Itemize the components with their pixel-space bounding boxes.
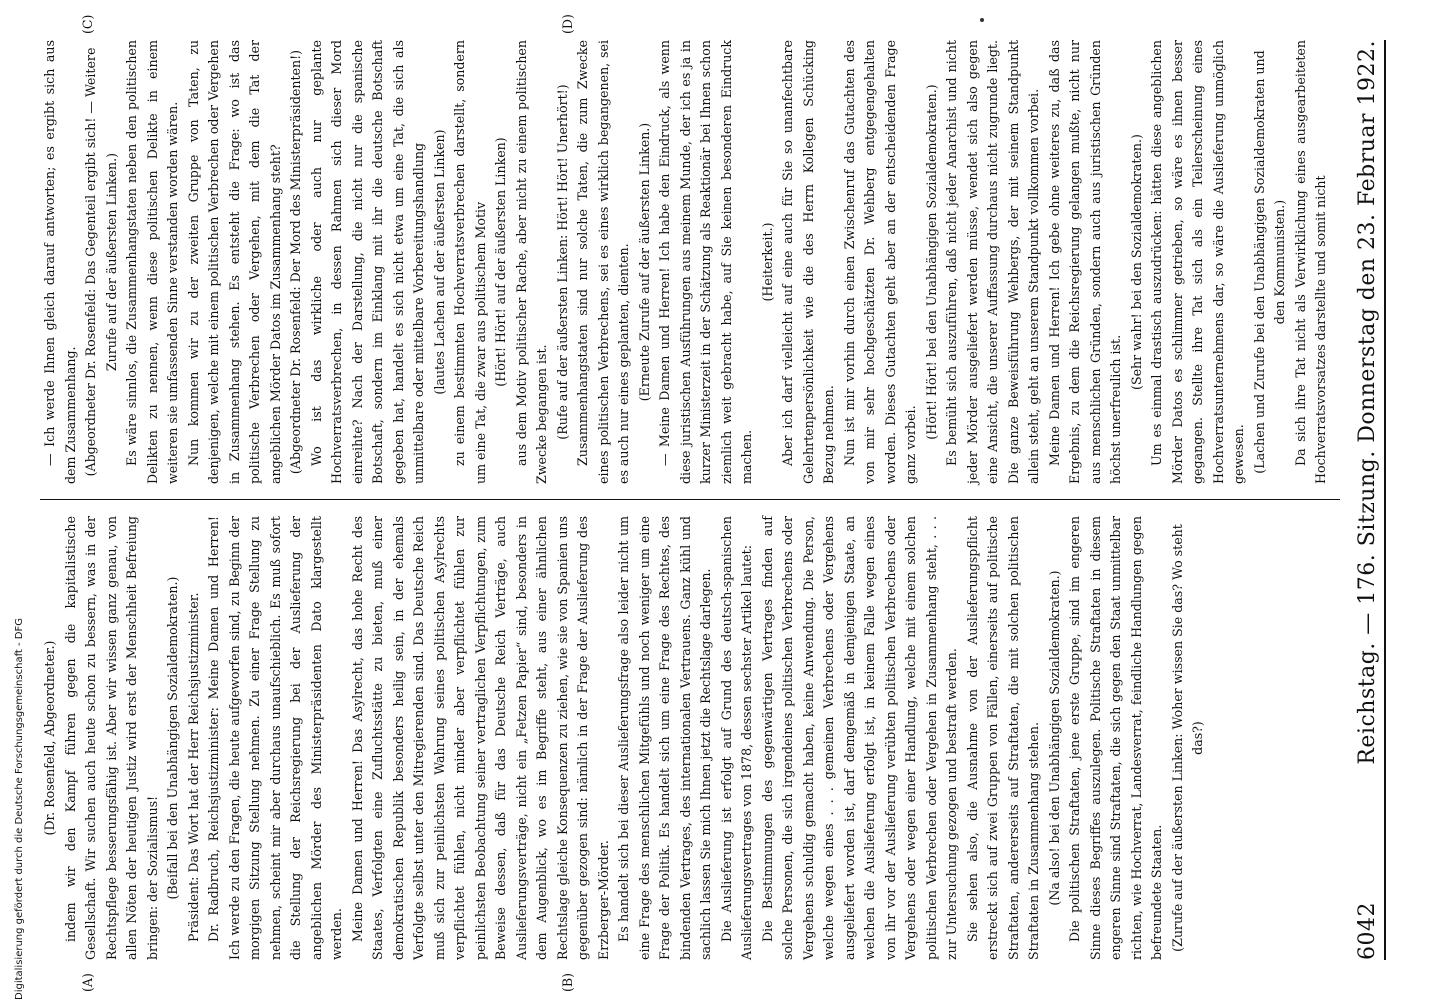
paragraph: Da sich ihre Tat nicht als Verwirklichung eines ausgearbeiteten Hochverratsvorsatzes darstellte und somit nicht — [1292, 40, 1328, 484]
paragraph: Meine Damen und Herren! Das Asylrecht, das hohe Recht des Staates, Verfolgten eine Zufluchtsstätte zu bieten, muß einer demokratischen Republik besonders heilig sein, in der ehemals Verfolgte selbst unter den Mitregierenden sind. Das Deutsche Reich muß sich zur peinlichsten Wahrung seines politischen Asylrechts verpflichtet fühlen, nicht minder aber verpflichtet fühlen zur peinlichsten Beobachtung seiner vertraglichen Verpflichtungen, zum Beweise dessen, daß für das Deutsche Reich Verträge, auch Auslieferungsverträge, nicht ein „Fetzen Papier“ sind, besonders in dem Augenblick, wo es im Begriffe steht, aus einer ähnlichen Rechtslage gleiche Konsequenzen zu ziehen, wie sie von Spanien uns gegenüber gezogen sind: nämlich in der Frage der Auslieferung des Erzberger-Mörder. — [349, 516, 611, 960]
paragraph: Präsident: Das Wort hat der Herr Reichsjustizminister. — [185, 592, 201, 942]
paragraph: Dr. Radbruch, Reichsjustizminister: Meine Damen und Herren! Ich werde zu den Fragen, die heute aufgeworfen sind, zu Beginn der morgigen Sitzung Stellung nehmen. Zu einer Frage Stellung zu nehmen, scheint mir aber durchaus unaufschieblich. Es muß sofort die Stellung der Reichsregierung bei der Auslieferung der angeblichen Mörder des Ministerpräsidenten Dato klargestellt werden. — [206, 516, 344, 960]
page-title: Reichstag. — 176. Sitzung. Donnerstag den 23. Februar 1922. — [1355, 40, 1380, 765]
left-column — [40, 516, 1209, 960]
paragraph: — Meine Damen und Herren! Ich habe den Eindruck, als wenn diese juristischen Ausführungen aus meinem Munde, der ich es ja in kurzer Ministerzeit in der Schätzung als Reaktionär bei Ihnen schon ziemlich weit gebracht habe, auf Sie keinen besonderen Eindruck machen. — [657, 40, 754, 484]
paragraph: indem wir den Kampf führen gegen die kapitalistische Gesellschaft. Wir suchen auch heute schon zu bessern, was in der Rechtspflege besserungsfähig ist. Aber wir wissen ganz genau, von allen Nöten der heutigen Justiz wird erst der Menschheit Befreiung bringen: der Sozialismus! — [62, 516, 160, 960]
speaker-line: (Dr. Rosenfeld, Abgeordneter.) — [42, 640, 57, 836]
header-rule — [1384, 40, 1386, 960]
interjection: (Erneute Zurufe auf der äußersten Linken.) — [636, 122, 652, 402]
interjection: (Na also! bei den Unabhängigen Sozialdemokraten.) — [1046, 570, 1062, 906]
page-number: 6042 — [1355, 902, 1380, 960]
margin-marker-a: (A) — [80, 973, 95, 992]
page-header — [1340, 40, 1380, 960]
paragraph: Es bemüht sich auszuführen, daß nicht jeder Anarchist und nicht jeder Mörder ausgeliefert werden müsse, wendet sich also gegen eine Ansicht, die unserer Auffassung durchaus nicht zugrunde liegt. Die ganze Beweisführung Wehbergs, der mit seinem Standpunkt allein steht, geht an unserem Standpunkt vollkommen vorbei. — [944, 40, 1041, 484]
margin-marker-c: (C) — [80, 14, 95, 34]
interjection: (lautes Lachen auf der äußersten Linken) — [431, 129, 447, 395]
paragraph: Nun ist mir vorhin durch einen Zwischenruf das Gutachten des von mir sehr hochgeschätzten Dr. Wehberg entgegengehalten worden. Dieses Gutachten geht aber an der entscheidenden Frage ganz vorbei. — [841, 40, 918, 484]
paragraph: aus dem Motiv politischer Rache, aber nicht zu einem politischen Zwecke begangen ist. — [513, 40, 549, 484]
interjection: (Heiterkeit.) — [759, 222, 775, 302]
interjection: (Abgeordneter Dr. Rosenfeld: Das Gegenteil ergibt sich! — Weitere Zurufe auf der äußersten Linken.) — [83, 47, 119, 477]
interjection: (Rufe auf der äußersten Linken: Hört! Hört! Unerhört!) — [554, 84, 570, 440]
margin-marker-b: (B) — [560, 972, 575, 992]
right-column — [40, 40, 1332, 484]
interjection: (Hört! Hört! bei den Unabhängigen Sozialdemokraten.) — [923, 84, 939, 440]
credit-text: Digitalisierung gefördert durch die Deutsche Forschungsgemeinschaft - DFG — [14, 617, 25, 1000]
margin-marker-d: (D) — [560, 14, 575, 34]
paragraph: Zusammenhangstaten sind nur solche Taten, die zum Zwecke eines politischen Verbrechens, sei es eines wirklich begangenen, sei es auch nur eines geplanten, dienten. — [575, 40, 631, 484]
paragraph: Um es einmal drastisch auszudrücken: hätten diese angeblichen Mörder Datos es schlimmer getrieben, so wäre es ihnen besser gegangen. Stellte ihre Tat sich als ein Teilerscheinung eines Hochverratsunternehmens dar, so wäre die Auslieferung unmöglich gewesen. — [1149, 40, 1246, 484]
paragraph: Aber ich darf vielleicht auf eine auch für Sie so unanfechtbare Gelehrtenpersönlichkeit wie die des Herrn Kollegen Schücking Bezug nehmen. — [780, 40, 836, 484]
interjection: (Beifall bei den Unabhängigen Sozialdemokraten.) — [165, 576, 180, 900]
paragraph: zu einem bestimmten Hochverratsverbrechen darstellt, sondern um eine Tat, die zwar aus politischem Motiv — [452, 40, 488, 484]
paragraph: Es wäre sinnlos, die Zusammenhangstaten neben den politischen Delikten zu nennen, wenn diese politischen Delikte in einem weiteren sie umfassenden Sinne verstanden worden wären. — [124, 40, 180, 484]
paragraph: Wo ist das wirkliche oder auch nur geplante Hochverratsverbrechen, in dessen Rahmen sich dieser Mord einreihte? Nach der Darstellung, die nicht nur die spanische Botschaft, sondern im Einklang mit ihr die deutsche Botschaft gegeben hat, handelt es sich nicht etwa um eine Tat, die sich als unmittelbare oder mittelbare Vorbereitungshandlung — [308, 40, 426, 484]
paragraph: Nun kommen wir zu der zweiten Gruppe von Taten, zu denjenigen, welche mit einem politischen Verbrechen oder Vergehen in Zusammenhang stehen. Es entsteht die Frage: wo ist das politische Verbrechen oder Vergehen, mit dem die Tat der angeblichen Mörder Datos im Zusammenhang steht? — [185, 40, 283, 484]
paragraph: Meine Damen und Herren! Ich gebe ohne weiteres zu, daß das Ergebnis, zu dem die Reichsregierung gelangen mußte, nicht nur aus menschlichen Gründen, sondern auch aus juristischen Gründen höchst unerfreulich ist. — [1046, 40, 1123, 484]
quotation: Die Bestimmungen des gegenwärtigen Vertrages finden auf solche Personen, die sich irgendeines politischen Verbrechens oder Vergehens schuldig gemacht haben, keine Anwendung. Die Person, welche wegen eines . . . gemeinen Verbrechens oder Vergehens ausgeliefert worden ist, darf demgemäß in demjenigen Staate, an welchen die Auslieferung erfolgt ist, in keinem Falle wegen eines von ihr vor der Auslieferung verübten politischen Verbrechens oder Vergehens oder wegen einer Handlung, welche mit einem solchen politischen Verbrechen oder Vergehen in Zusammenhang steht, . . . zur Untersuchung gezogen und bestraft werden. — [759, 516, 959, 960]
columns — [40, 40, 1340, 960]
paragraph: — Ich werde Ihnen gleich darauf antworten; es ergibt sich aus dem Zusammenhang. — [42, 40, 78, 484]
interjection: (Lachen und Zurufe bei den Unabhängigen Sozialdemokraten und den Kommunisten.) — [1251, 50, 1287, 474]
interjection: (Zurufe auf der äußersten Linken: Woher wissen Sie das? Wo steht das?) — [1169, 524, 1205, 952]
interjection: (Hört! Hört! auf der äußersten Linken) — [493, 137, 508, 387]
paragraph: Die politischen Straftaten, jene erste Gruppe, sind im engeren Sinne dieses Begriffes auszulegen. Politische Straftaten in diesem engeren Sinne sind Straftaten, die sich gegen den Staat unmittelbar richten, wie Hochverrat, Landesverrat, feindliche Handlungen gegen befreundete Staaten. — [1067, 516, 1164, 960]
column-divider — [40, 499, 1340, 500]
interjection: (Sehr wahr! bei den Sozialdemokraten.) — [1128, 134, 1144, 390]
paragraph: Die Auslieferung ist erfolgt auf Grund des deutsch-spanischen Auslieferungsvertrages von 1878, dessen sechster Artikel lautet: — [718, 516, 754, 960]
digitization-credit — [14, 360, 36, 1000]
paragraph: Sie sehen also, die Ausnahme von der Auslieferungspflicht erstreckt sich auf zwei Gruppen von Fällen, einerseits auf politische Straftaten, andererseits auf Straftaten, die mit solchen politischen Straftaten in Zusammenhang stehen. — [964, 516, 1041, 960]
paragraph: Es handelt sich bei dieser Auslieferungsfrage also leider nicht um eine Frage des menschlichen Mitgefühls und noch weniger um eine Frage der Politik. Es handelt sich um eine Frage des Rechtes, des bindenden Vertrages, des internationalen Vertrauens. Ganz kühl und sachlich lassen Sie mich Ihnen jetzt die Rechtslage darlegen. — [616, 516, 713, 960]
interjection: (Abgeordneter Dr. Rosenfeld: Der Mord des Ministerpräsidenten!) — [288, 49, 303, 475]
